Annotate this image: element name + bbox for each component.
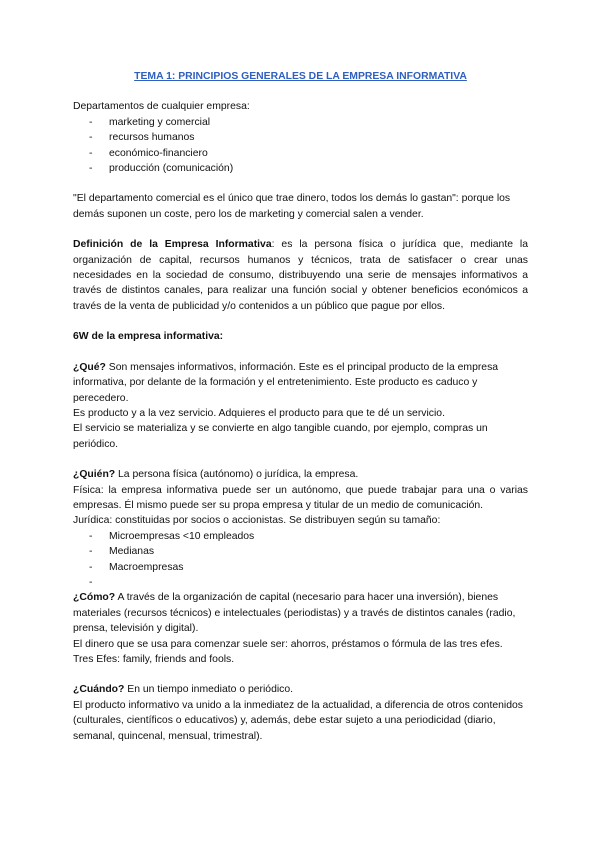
document-title: TEMA 1: PRINCIPIOS GENERALES DE LA EMPRESA INFORMATIVA bbox=[134, 71, 467, 82]
list-item: - Microempresas <10 empleados bbox=[89, 529, 528, 544]
list-item: - recursos humanos bbox=[89, 130, 528, 145]
que-line-2: Es producto y a la vez servicio. Adquieres el producto para que te dé un servicio. bbox=[73, 407, 445, 419]
list-item: - marketing y comercial bbox=[89, 115, 528, 130]
list-item: - Medianas bbox=[89, 544, 528, 559]
que-label: ¿Qué? bbox=[73, 361, 106, 373]
list-item: - económico-financiero bbox=[89, 146, 528, 161]
como-paragraph: ¿Cómo? A través de la organización de capital (necesario para hacer una inversión), bienes materiales (recursos técnicos) e intelectuales (periodistas) y a través de distintos canales (radio, prensa, televisión y digital). bbox=[73, 592, 516, 635]
cuando-line-2: El producto informativo va unido a la inmediatez de la actualidad, a diferencia de otros contenidos (culturales, científicos o educativos) y, además, debe estar sujeto a una periodicidad (diario, semanal, quincenal, mensual, trimestral). bbox=[73, 699, 523, 742]
list-item: - producción (comunicación) bbox=[89, 161, 528, 176]
cuando-paragraph: ¿Cuándo? En un tiempo inmediato o periódico. bbox=[73, 684, 294, 696]
departments-intro: Departamentos de cualquier empresa: bbox=[73, 101, 250, 113]
departments-list bbox=[73, 115, 528, 177]
quien-label: ¿Quién? bbox=[73, 469, 116, 481]
company-size-list bbox=[73, 529, 528, 591]
commercial-quote: "El departamento comercial es el único que trae dinero, todos los demás lo gastan": porque los demás suponen un coste, pero los de marketing y comercial salen a vender. bbox=[73, 193, 511, 220]
list-item bbox=[89, 575, 528, 590]
definition-paragraph bbox=[73, 237, 528, 314]
quien-paragraph: ¿Quién? La persona física (autónomo) o jurídica, la empresa. bbox=[73, 469, 359, 481]
six-w-heading: 6W de la empresa informativa: bbox=[73, 331, 224, 343]
que-line-3: El servicio se materializa y se convierte en algo tangible cuando, por ejemplo, compras un periódico. bbox=[73, 423, 488, 450]
como-line-3: Tres Efes: family, friends and fools. bbox=[73, 653, 235, 665]
como-label: ¿Cómo? bbox=[73, 592, 116, 604]
definition-text: : es la persona física o jurídica que, mediante la organización de capital, recursos humanos y técnicos, trata de satisfacer o crear unas necesidades en la sociedad de consumo, distribuyendo una serie de mensajes informativos a través de distintos canales, para realizar una función social y obtener beneficios económicos a través de la venta de publicidad y/o contenidos a un público que pague por ellos. bbox=[73, 239, 529, 312]
quien-fisica: Física: la empresa informativa puede ser un autónomo, que puede trabajar para una o varias empresas. Él mismo puede ser su propa empresa y titular de un medio de comunicación. bbox=[73, 484, 528, 511]
como-line-2: El dinero que se usa para comenzar suele ser: ahorros, préstamos o fórmula de las tres efes. bbox=[73, 638, 503, 650]
que-paragraph: ¿Qué? Son mensajes informativos, información. Este es el principal producto de la empresa informativa, por delante de la formación y el entretenimiento. Este producto es caduco y perecedero. bbox=[73, 361, 499, 404]
cuando-label: ¿Cuándo? bbox=[73, 684, 125, 696]
list-item: - Macroempresas bbox=[89, 560, 528, 575]
definition-term: Definición de la Empresa Informativa bbox=[73, 239, 272, 251]
quien-juridica: Jurídica: constituidas por socios o accionistas. Se distribuyen según su tamaño: bbox=[73, 515, 441, 527]
